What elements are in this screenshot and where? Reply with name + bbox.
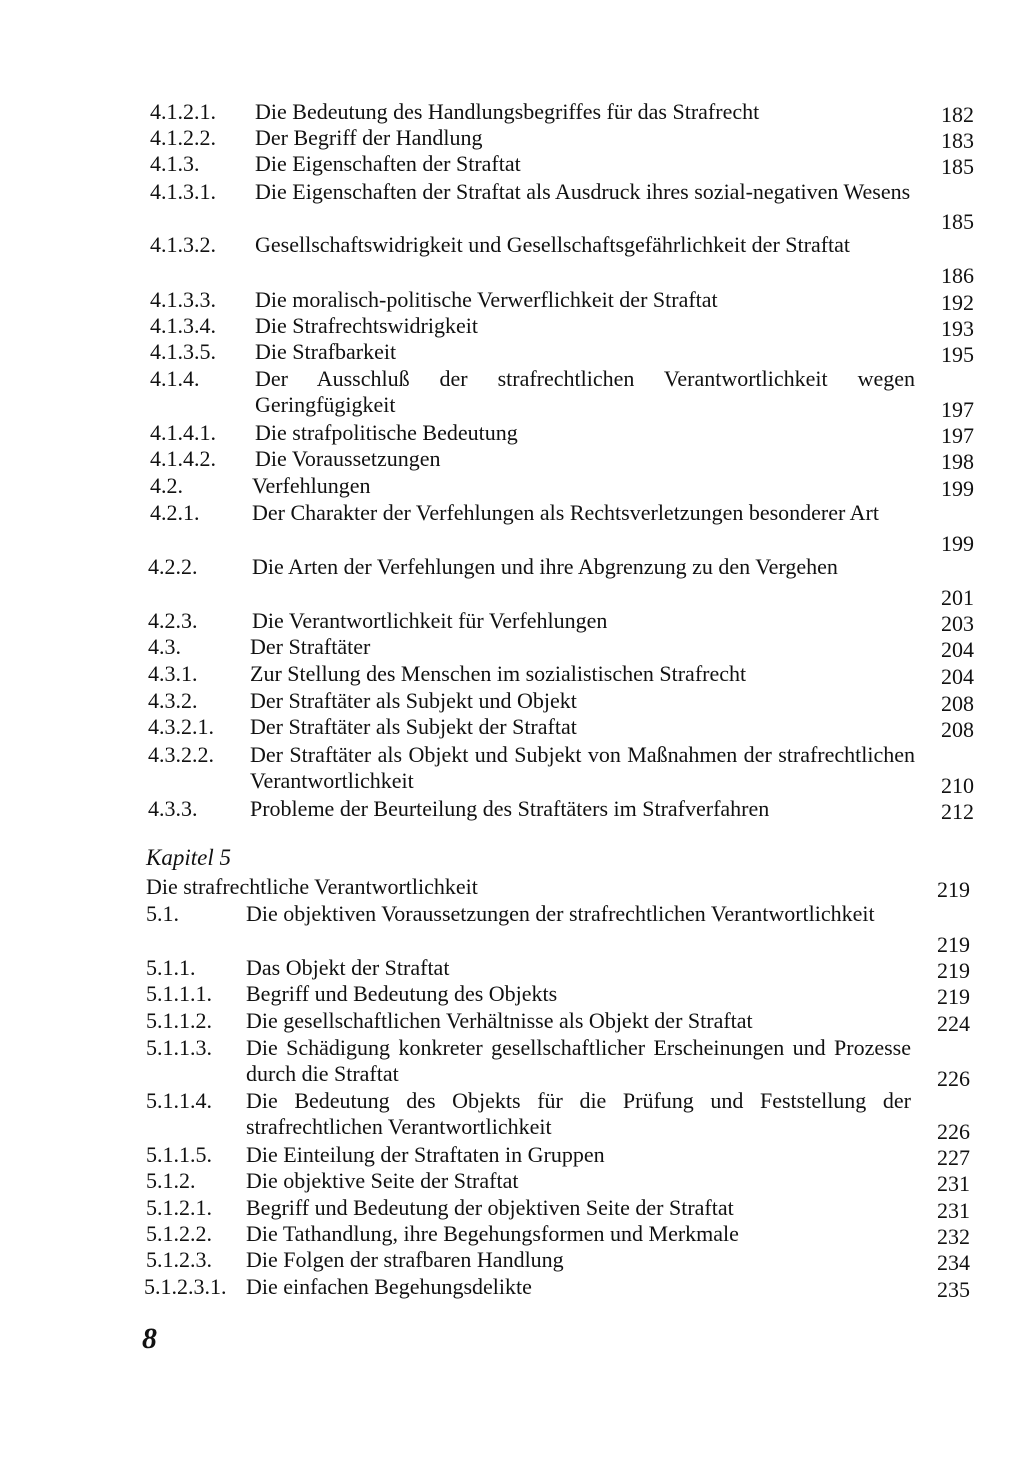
chapter-label: Kapitel 5 [146,845,231,870]
entry-number: 5.1.2.2. [146,1221,212,1246]
entry-number: 4.2.2. [148,554,198,579]
entry-page: 212 [941,799,974,824]
entry-number: 4.1.2.1. [150,99,216,124]
page-number: 8 [142,1322,157,1355]
entry-page: 204 [941,637,974,662]
entry-title: Begriff und Bedeutung des Objekts [246,981,558,1006]
entry-number: 5.1.1.5. [146,1142,212,1167]
entry-number: 5.1.1.1. [146,981,212,1006]
entry-title: Die Strafbarkeit [255,339,397,364]
entry-page: 182 [941,102,974,127]
entry-page: 219 [937,984,970,1009]
entry-number: 4.1.4. [150,366,200,391]
entry-number: 5.1.2.3.1. [144,1274,227,1299]
entry-title: Die Verantwortlichkeit für Verfehlungen [252,608,608,633]
entry-number: 4.3.3. [148,796,198,821]
entry-number: 4.2.3. [148,608,198,633]
entry-page: 208 [941,691,974,716]
entry-title: Der Straftäter als Objekt und Subjekt von Maßnahmen der strafrechtlichen Verantwortlichkeit [250,742,915,793]
entry-page: 224 [937,1011,970,1036]
entry-page: 234 [937,1250,970,1275]
entry-number: 4.1.2.2. [150,125,216,150]
entry-number: 4.3.2.1. [148,714,214,739]
entry-number: 5.1.2.1. [146,1195,212,1220]
entry-page: 198 [941,449,974,474]
entry-page: 226 [937,1119,970,1144]
entry-title: Die Tathandlung, ihre Begehungsformen und Merkmale [246,1221,739,1246]
entry-title: Die Strafrechtswidrigkeit [255,313,478,338]
entry-page: 195 [941,342,974,367]
entry-title: Gesellschaftswidrigkeit und Gesellschaftsgefährlichkeit der Straftat [255,232,851,257]
entry-page: 210 [941,773,974,798]
entry-number: 4.1.4.2. [150,446,216,471]
chapter-title: Die strafrechtliche Verantwortlichkeit [146,874,478,899]
entry-page: 232 [937,1224,970,1249]
entry-title: Die gesellschaftlichen Verhältnisse als Objekt der Straftat [246,1008,753,1033]
entry-number: 4.2.1. [150,500,200,525]
entry-title: Der Ausschluß der strafrechtlichen Verantwortlichkeit wegen Geringfügigkeit [255,366,915,417]
entry-title: Begriff und Bedeutung der objektiven Seite der Straftat [246,1195,734,1220]
entry-page: 193 [941,316,974,341]
entry-page: 185 [941,154,974,179]
entry-page: 231 [937,1198,970,1223]
entry-title: Die Voraussetzungen [255,446,441,471]
entry-title: Die moralisch-politische Verwerflichkeit der Straftat [255,287,718,312]
entry-title: Die Folgen der strafbaren Handlung [246,1247,564,1272]
entry-page: 185 [941,209,974,234]
entry-number: 5.1.1. [146,955,196,980]
entry-number: 4.1.3.4. [150,313,216,338]
entry-page: 227 [937,1145,970,1170]
entry-title: Der Straftäter [250,634,371,659]
entry-page: 219 [937,958,970,983]
entry-title: Der Charakter der Verfehlungen als Rechtsverletzungen besonderer Art [252,500,879,525]
entry-title: Der Begriff der Handlung [255,125,483,150]
entry-page: 231 [937,1171,970,1196]
entry-title: Die Bedeutung des Objekts für die Prüfung und Feststellung der strafrechtlichen Verantwortlichkeit [246,1088,911,1139]
entry-title: Das Objekt der Straftat [246,955,450,980]
entry-title: Die Arten der Verfehlungen und ihre Abgrenzung zu den Vergehen [252,554,838,579]
entry-number: 5.1.1.4. [146,1088,212,1113]
entry-number: 5.1.2. [146,1168,196,1193]
entry-title: Die Einteilung der Straftaten in Gruppen [246,1142,605,1167]
entry-number: 4.1.3.2. [150,232,216,257]
entry-number: 5.1.2.3. [146,1247,212,1272]
entry-page: 226 [937,1066,970,1091]
entry-number: 4.3.2.2. [148,742,214,767]
entry-number: 4.1.3.5. [150,339,216,364]
entry-title: Die Schädigung konkreter gesellschaftlicher Erscheinungen und Prozesse durch die Straftat [246,1035,911,1086]
entry-title: Die strafpolitische Bedeutung [255,420,518,445]
entry-page: 186 [941,263,974,288]
entry-page: 208 [941,717,974,742]
entry-page: 235 [937,1277,970,1302]
entry-page: 197 [941,397,974,422]
entry-title: Die einfachen Begehungsdelikte [246,1274,532,1299]
entry-number: 4.2. [150,473,183,498]
entry-number: 5.1.1.2. [146,1008,212,1033]
chapter-page: 219 [937,877,970,902]
entry-number: 4.1.3.3. [150,287,216,312]
entry-title: Probleme der Beurteilung des Straftäters im Strafverfahren [250,796,770,821]
entry-page: 197 [941,423,974,448]
entry-title: Die Bedeutung des Handlungsbegriffes für das Strafrecht [255,99,760,124]
entry-title: Die objektiven Voraussetzungen der strafrechtlichen Verantwortlichkeit [246,901,875,926]
entry-page: 201 [941,585,974,610]
entry-page: 199 [941,531,974,556]
entry-page: 204 [941,664,974,689]
entry-number: 4.3.2. [148,688,198,713]
entry-number: 4.3.1. [148,661,198,686]
entry-page: 199 [941,476,974,501]
entry-number: 5.1.1.3. [146,1035,212,1060]
entry-title: Die objektive Seite der Straftat [246,1168,519,1193]
entry-title: Der Straftäter als Subjekt der Straftat [250,714,577,739]
entry-title: Die Eigenschaften der Straftat als Ausdruck ihres sozial-negativen Wesens [255,179,911,204]
entry-title: Der Straftäter als Subjekt und Objekt [250,688,577,713]
entry-title: Zur Stellung des Menschen im sozialistischen Strafrecht [250,661,747,686]
entry-title: Die Eigenschaften der Straftat [255,151,521,176]
entry-page: 203 [941,611,974,636]
entry-number: 4.1.4.1. [150,420,216,445]
entry-number: 5.1. [146,901,179,926]
entry-number: 4.1.3.1. [150,179,216,204]
entry-page: 219 [937,932,970,957]
entry-number: 4.1.3. [150,151,200,176]
entry-number: 4.3. [148,634,181,659]
entry-page: 192 [941,290,974,315]
entry-page: 183 [941,128,974,153]
entry-title: Verfehlungen [252,473,371,498]
